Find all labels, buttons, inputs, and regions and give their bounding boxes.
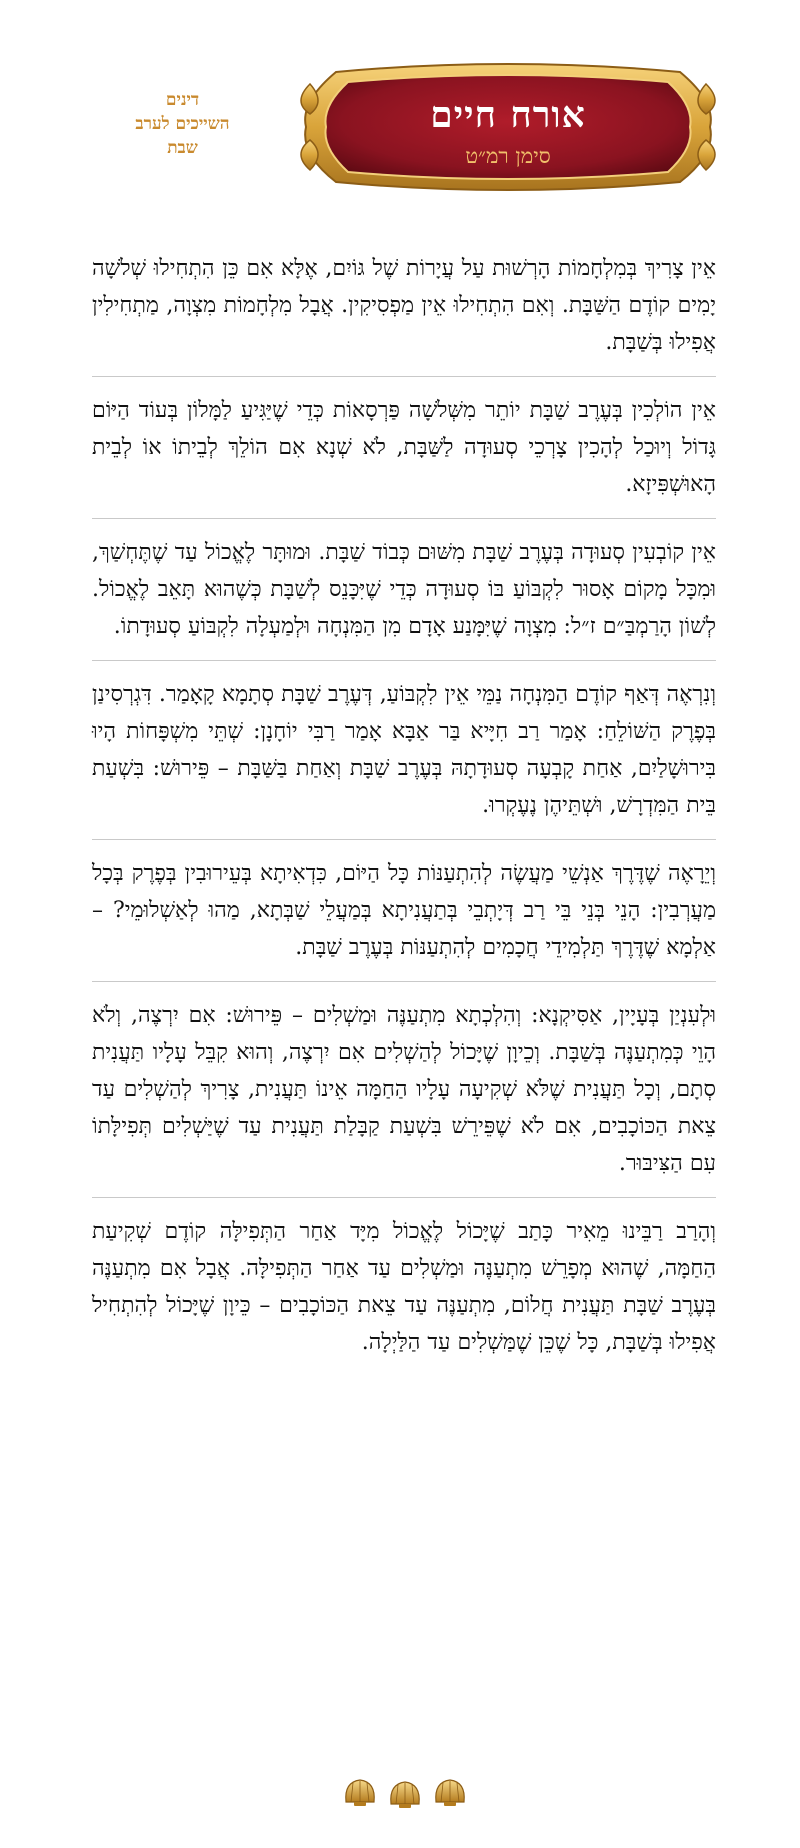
divider bbox=[92, 376, 716, 377]
divider bbox=[92, 981, 716, 982]
section-caption bbox=[100, 88, 265, 160]
section-caption-line: השייכים לערב bbox=[135, 114, 230, 134]
divider bbox=[92, 660, 716, 661]
paragraph: אֵין צָרִיךְ בְּמִלְחָמוֹת הָרְשׁוּת עַל עֲיָרוֹת שֶׁל גּוֹיִם, אֶלָּא אִם כֵּן הִתְחִילוּ שְׁלֹשָׁה יָמִים קוֹדֶם הַשַּׁבָּת. וְאִם הִתְחִילוּ אֵין מַפְסִיקִין. אֲבָל מִלְחָמוֹת מִצְוָה, מַתְחִילִין אֲפִילוּ בְּשַׁבָּת. bbox=[92, 256, 716, 355]
seashell-icon bbox=[391, 1782, 419, 1808]
paragraph: וְנִרְאֶה דְּאַף קוֹדֶם הַמִּנְחָה נַמֵּי אֵין לִקְבּוֹעַ, דְּעֶרֶב שַׁבָּת סְתָמָא קָאָמַר. דִּגְרְסִינַן בְּפֶרֶק הַשּׁוֹלֵחַ: אָמַר רַב חִיָּיא בַּר אַבָּא אָמַר רַבִּי יוֹחָנָן: שְׁתֵּי מִשְׁפָּחוֹת הָיוּ בִּירוּשָׁלַיִם, אַחַת קָבְעָה סְעוּדָתָהּ בְּעֶרֶב שַׁבָּת וְאַחַת בַּשַּׁבָּת – פֵּירוּשׁ: בִּשְׁעַת בֵּית הַמִּדְרָשׁ, וּשְׁתֵּיהֶן נֶעֶקְרוּ. bbox=[92, 682, 716, 818]
paragraph: אֵין הוֹלְכִין בְּעֶרֶב שַׁבָּת יוֹתֵר מִשְּׁלֹשָׁה פַּרְסָאוֹת כְּדֵי שֶׁיַּגִּיעַ לַמָּלוֹן בְּעוֹד הַיּוֹם גָּדוֹל וְיוּכַל לְהָכִין צָרְכֵי סְעוּדָה לַשַּׁבָּת, לֹא שְׁנָא אִם הוֹלֵךְ לְבֵיתוֹ אוֹ לְבֵית הָאוּשְׁפִּיזָא. bbox=[92, 398, 716, 497]
seashell-icon bbox=[436, 1780, 464, 1806]
text-body bbox=[92, 250, 716, 1361]
title-banner bbox=[296, 62, 720, 192]
paragraph: וְיֵרָאֶה שֶׁדֶּרֶךְ אַנְשֵׁי מַעֲשֶׂה לְהִתְעַנּוֹת כָּל הַיּוֹם, כִּדְאִיתָא בְּעֵירוּבִין בְּפֶרֶק בְּכָל מַעֲרְבִין: הָנֵי בְּנֵי בֵּי רַב דְּיָתְבֵי בְּתַעֲנִיתָא בְּמַעֲלֵי שַׁבְּתָא, מַהוּ לְאַשְׁלוּמֵי? – אַלְמָא שֶׁדֶּרֶךְ תַּלְמִידֵי חֲכָמִים לְהִתְעַנּוֹת בְּעֶרֶב שַׁבָּת. bbox=[92, 861, 716, 960]
divider bbox=[92, 839, 716, 840]
seashell-icon bbox=[346, 1780, 374, 1806]
paragraph: אֵין קוֹבְעִין סְעוּדָה בְּעֶרֶב שַׁבָּת מִשּׁוּם כְּבוֹד שַׁבָּת. וּמוּתָּר לֶאֱכוֹל עַד שֶׁתֶּחְשַׁךְ, וּמִכָּל מָקוֹם אָסוּר לִקְבּוֹעַ בּוֹ סְעוּדָה כְּדֵי שֶׁיִּכָּנֵס לְשַׁבָּת כְּשֶׁהוּא תָּאֵב לֶאֱכוֹל. לְשׁוֹן הָרַמְבַּ״ם ז״ל: מִצְוָה שֶׁיִּמָּנַע אָדָם מִן הַמִּנְחָה וּלְמַעְלָה לִקְבּוֹעַ סְעוּדָתוֹ. bbox=[92, 540, 716, 639]
paragraph: וּלְעִנְיַן בְּעָיָין, אַסִּיקְנָא: וְהִלְכְתָא מִתְעַנֶּה וּמַשְׁלִים – פֵּירוּשׁ: אִם יִרְצֶה, וְלֹא הָוֵי כְּמִתְעַנֶּה בְּשַׁבָּת. וְכֵיוָן שֶׁיָּכוֹל לְהַשְׁלִים אִם יִרְצֶה, וְהוּא קִבֵּל עָלָיו תַּעֲנִית סְתָם, וְכָל תַּעֲנִית שֶׁלֹּא שְׁקִיעָה עָלָיו הַחַמָּה אֵינוֹ תַּעֲנִית, צָרִיךְ לְהַשְׁלִים עַד צֵאת הַכּוֹכָבִים, אִם לֹא שֶׁפֵּירֵשׁ בִּשְׁעַת קַבָּלַת תַּעֲנִית עַד שֶׁיַּשְׁלִים תְּפִילָּתוֹ עִם הַצִּיבּוּר. bbox=[92, 1003, 716, 1176]
divider bbox=[92, 518, 716, 519]
section-caption-line: שבת bbox=[167, 138, 198, 158]
page-title: אורח חיים bbox=[430, 94, 586, 136]
section-caption-line: דינים bbox=[165, 90, 200, 110]
footer-ornament bbox=[340, 1776, 470, 1810]
paragraph: וְהָרַב רַבֵּינוּ מֵאִיר כָּתַב שֶׁיָּכוֹל לֶאֱכוֹל מִיָּד אַחַר הַתְּפִילָּה קוֹדֶם שְׁקִיעַת הַחַמָּה, שֶׁהוּא מְפָרֵשׁ מִתְעַנֶּה וּמַשְׁלִים עַד אַחַר הַתְּפִילָּה. אֲבָל אִם מִתְעַנֶּה בְּעֶרֶב שַׁבָּת תַּעֲנִית חֲלוֹם, מִתְעַנֶּה עַד צֵאת הַכּוֹכָבִים – כֵּיוָן שֶׁיָּכוֹל לְהִתְחִיל אֲפִילוּ בְּשַׁבָּת, כָּל שֶׁכֵּן שֶׁמַּשְׁלִים עַד הַלַּיְלָה. bbox=[92, 1219, 716, 1355]
divider bbox=[92, 1197, 716, 1198]
page-subtitle: סימן רמ״ט bbox=[465, 144, 551, 168]
